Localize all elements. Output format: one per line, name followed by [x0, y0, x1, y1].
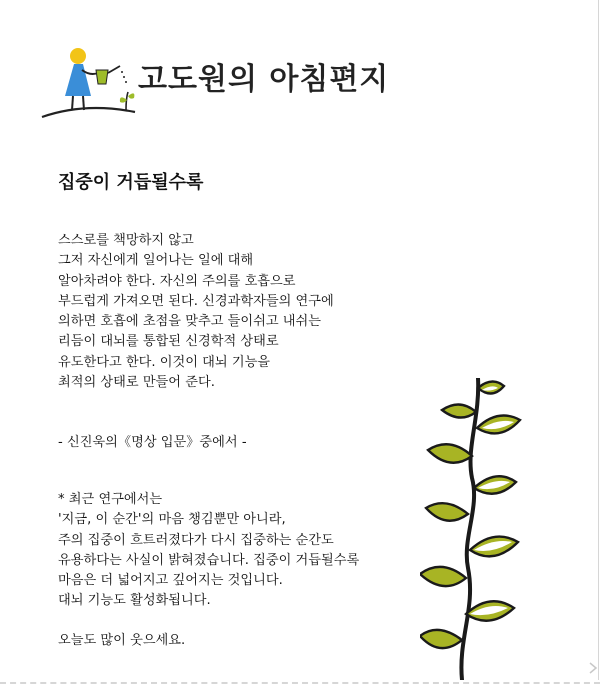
body-line: 의하면 호흡에 초점을 맞추고 들이쉬고 내쉬는	[58, 314, 322, 330]
woman-watering-plant-logo-icon	[40, 40, 140, 125]
note-line: 대뇌 기능도 활성화됩니다.	[58, 593, 211, 609]
corner-marker-icon	[588, 661, 598, 675]
note-line: 마음은 더 넓어지고 깊어지는 것입니다.	[58, 573, 283, 589]
body-line: 그저 자신에게 일어나는 일에 대해	[58, 253, 254, 269]
note-line: * 최근 연구에서는	[58, 492, 163, 507]
note-line: 주의 집중이 흐트러졌다가 다시 집중하는 순간도	[58, 532, 334, 548]
body-line: 리듬이 대뇌를 통합된 신경학적 상태로	[58, 334, 279, 350]
note-line: 유용하다는 사실이 밝혀졌습니다. 집중이 거듭될수록	[58, 552, 360, 568]
body-line: 스스로를 책망하지 않고	[58, 233, 194, 248]
body-line: 유도한다고 한다. 이것이 대뇌 기능을	[58, 354, 271, 370]
note-line: '지금, 이 순간'의 마음 챙김뿐만 아니라,	[58, 512, 286, 528]
body-line: 알아차려야 한다. 자신의 주의를 호흡으로	[58, 273, 296, 289]
closing-message: 오늘도 많이 웃으세요.	[58, 633, 186, 648]
bottom-divider	[0, 682, 600, 684]
body-line: 부드럽게 가져오면 된다. 신경과학자들의 연구에	[58, 293, 334, 309]
vine-plant-illustration-icon	[420, 378, 530, 680]
article-title: 집중이 거듭될수록	[58, 172, 204, 193]
brand-title: 고도원의 아침편지	[138, 62, 390, 97]
header	[40, 40, 440, 125]
source-citation: - 신진욱의《명상 입문》중에서 -	[58, 435, 247, 450]
author-note	[58, 490, 359, 612]
body-line: 최적의 상태로 만들어 준다.	[58, 375, 215, 391]
article-body	[58, 231, 398, 393]
